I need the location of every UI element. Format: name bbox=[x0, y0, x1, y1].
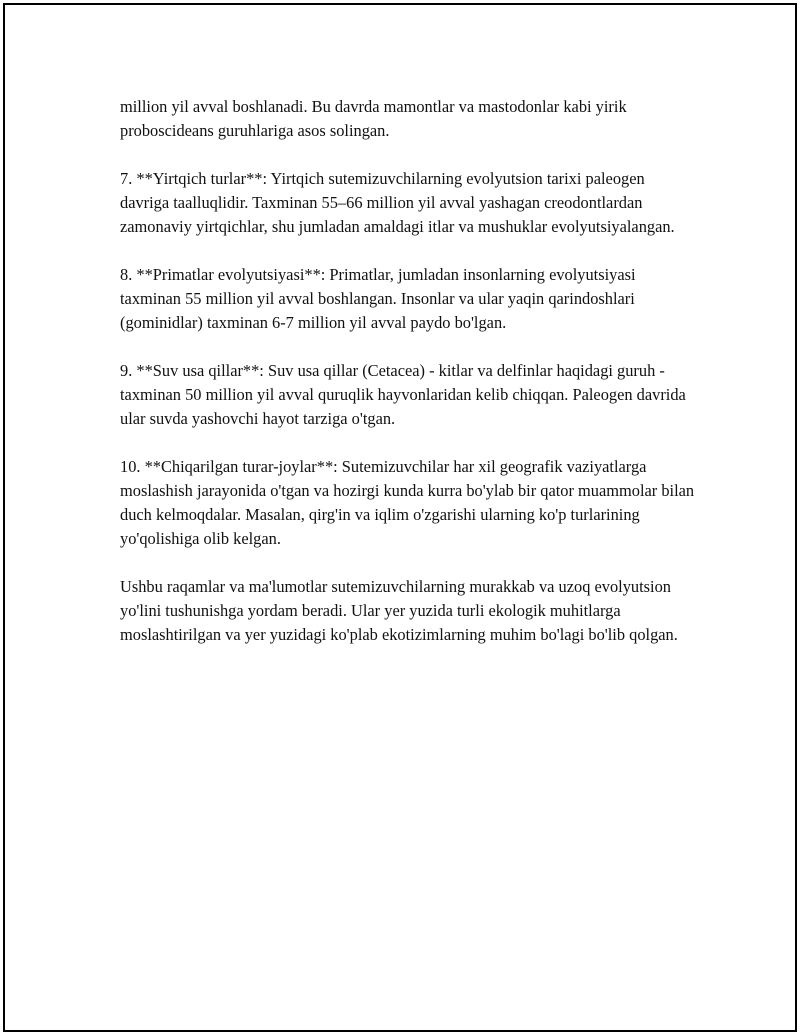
paragraph-cetaceans: 9. **Suv usa qillar**: Suv usa qillar (Cetacea) - kitlar va delfinlar haqidagi guruh - taxminan 50 million yil avval quruqlik hayvonlaridan kelib chiqqan. Paleogen davrida ular suvda yashovchi hayot tarziga o'tgan. bbox=[120, 361, 686, 428]
document-body bbox=[120, 95, 695, 671]
paragraph-habitats: 10. **Chiqarilgan turar-joylar**: Sutemizuvchilar har xil geografik vaziyatlarga moslashish jarayonida o'tgan va hozirgi kunda kurra bo'ylab bir qator muammolar bilan duch kelmoqdalar. Masalan, qirg'in va iqlim o'zgarishi ularning ko'p turlarining yo'qolishiga olib kelgan. bbox=[120, 457, 695, 548]
paragraph-conclusion: Ushbu raqamlar va ma'lumotlar sutemizuvchilarning murakkab va uzoq evolyutsion yo'lini tushunishga yordam beradi. Ular yer yuzida turli ekologik muhitlarga moslashtirilgan va yer yuzidagi ko'plab ekotizimlarning muhim bo'lagi bo'lib qolgan. bbox=[120, 577, 678, 644]
paragraph-carnivores: 7. **Yirtqich turlar**: Yirtqich sutemizuvchilarning evolyutsion tarixi paleogen davriga taalluqlidir. Taxminan 55–66 million yil avval yashagan creodontlardan zamonaviy yirtqichlar, shu jumladan amaldagi itlar va mushuklar evolyutsiyalangan. bbox=[120, 169, 675, 236]
document-page bbox=[3, 3, 797, 1032]
paragraph-primates: 8. **Primatlar evolyutsiyasi**: Primatlar, jumladan insonlarning evolyutsiyasi taxminan 55 million yil avval boshlangan. Insonlar va ular yaqin qarindoshlari (gominidlar) taxminan 6-7 million yil avval paydo bo'lgan. bbox=[120, 265, 636, 332]
paragraph-proboscideans: million yil avval boshlanadi. Bu davrda mamontlar va mastodonlar kabi yirik proboscideans guruhlariga asos solingan. bbox=[120, 97, 627, 140]
